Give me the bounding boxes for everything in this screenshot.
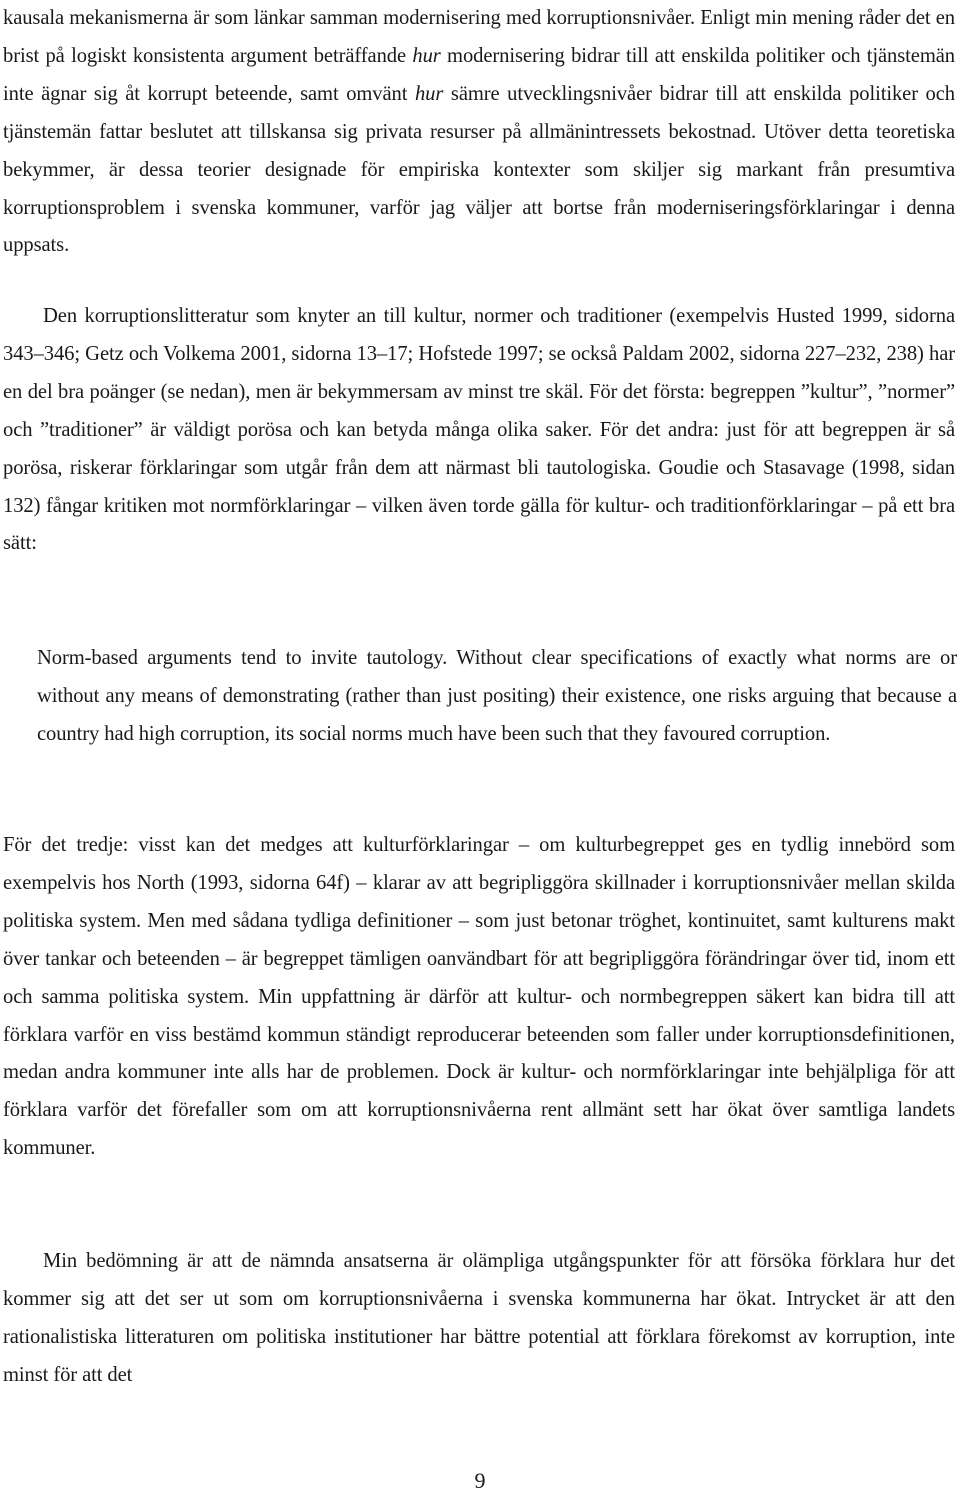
block-quote: Norm-based arguments tend to invite tautology. Without clear specifications of exactly what norms are or without any means of demonstrating (rather than just positing) their existence, one risks arguing that because a country had high corruption, its social norms much have been such that they favoured corruption. xyxy=(37,647,957,745)
paragraph-1-emphasis-a: hur xyxy=(412,44,441,67)
page-number: 9 xyxy=(474,1468,486,1493)
body-paragraph-3: För det tredje: visst kan det medges att kulturförklaringar – om kulturbegreppet ges en tydlig innebörd som exempelvis hos North (1993, sidorna 64f) – klarar av att begripliggöra skillnader i korruptionsnivåer mellan skilda politiska system. Men med sådana tydliga definitioner – som just betonar tröghet, kontinuitet, samt kulturens makt över tankar och beteenden – är begreppet tämligen oanvändbart för att begripliggöra förändringar över tid, inom ett och samma politiska system. Min uppfattning är därför att kultur- och normbegreppen säkert kan bidra till att förklara varför en viss bestämd kommun ständigt reproducerar beteenden som faller under korruptionsdefinitionen, medan andra kommuner inte alls har de problemen. Dock är kultur- och normförklaringar inte behjälpliga för att förklara varför det förefaller som om att korruptionsnivåerna rent allmänt sett har ökat över samtliga landets kommuner. xyxy=(3,834,955,1160)
body-paragraph-4: Min bedömning är att de nämnda ansatserna är olämpliga utgångspunkter för att försöka förklara hur det kommer sig att det ser ut som om korruptionsnivåerna i svenska kommunerna har ökat. Intrycket är att den rationalistiska litteraturen om politiska institutioner har bättre potential att förklara förekomst av korruption, inte minst för att det xyxy=(3,1250,955,1386)
paragraph-1-emphasis-b: hur xyxy=(414,82,444,105)
paragraph-1-text-a: kausala mekanismerna är som länkar samman modernisering med korruptionsnivåer. Enligt min mening råder det en brist på logiskt konsistenta argument beträffande xyxy=(3,7,955,67)
body-paragraph-1 xyxy=(3,0,955,265)
body-paragraph-2: Den korruptionslitteratur som knyter an till kultur, normer och traditioner (exempelvis Husted 1999, sidorna 343–346; Getz och Volkema 2001, sidorna 13–17; Hofstede 1997; se också Paldam 2002, sidorna 227–232, 238) har en del bra poänger (se nedan), men är bekymmersam av minst tre skäl. För det första: begreppen ”kultur”, ”normer” och ”traditioner” är väldigt porösa och kan betyda många olika saker. För det andra: just för att begreppen är så porösa, riskerar förklaringar som utgår från dem att närmast bli tautologiska. Goudie och Stasavage (1998, sidan 132) fångar kritiken mot normförklaringar – vilken även torde gälla för kultur- och traditionförklaringar – på ett bra sätt: xyxy=(3,305,955,555)
paragraph-1-text-b: modernisering bidrar till att enskilda politiker och tjänstemän inte ägnar sig åt korrupt beteende, samt omvänt xyxy=(3,44,955,105)
paragraph-1-text-c: sämre utvecklingsnivåer bidrar till att enskilda politiker och tjänstemän fattar beslutet att tillskansa sig privata resurser på allmänintressets bekostnad. Utöver detta teoretiska bekymmer, är dessa teorier designade för empiriska kontexter som skiljer sig markant från presumtiva korruptionsproblem i svenska kommuner, varför jag väljer att bortse från moderniseringsförklaringar i denna uppsats. xyxy=(3,82,955,257)
